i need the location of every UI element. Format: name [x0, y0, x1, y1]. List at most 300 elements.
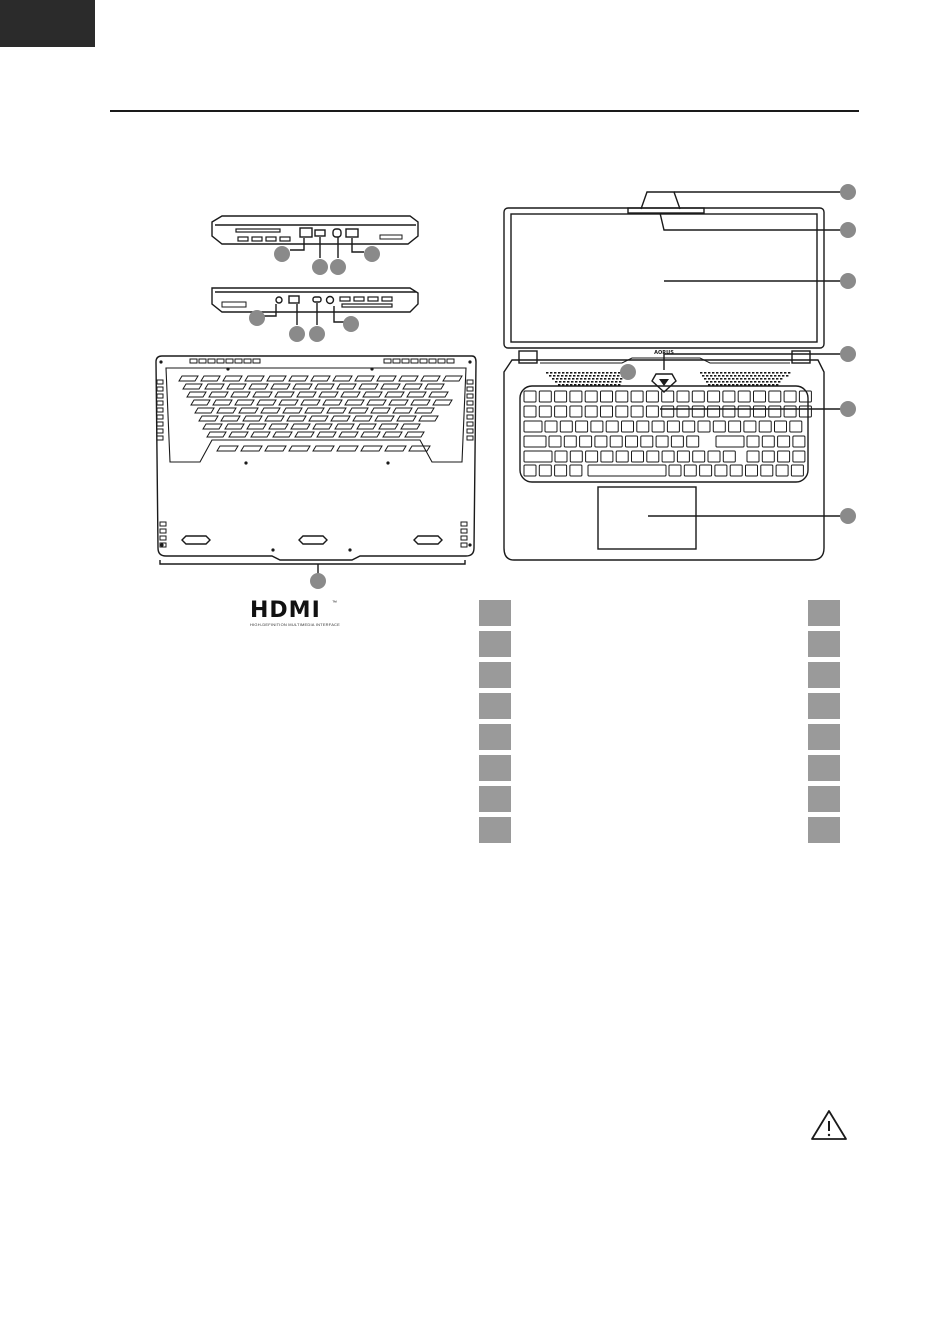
speaker-hole	[716, 378, 718, 380]
bottom-top-vents	[190, 359, 454, 363]
speaker-hole	[609, 375, 611, 377]
aorus-wordmark: AORUS	[654, 350, 674, 356]
callout-marker	[289, 326, 305, 342]
speaker-hole	[736, 378, 738, 380]
vent-slot	[241, 446, 262, 451]
key	[754, 391, 766, 402]
side-vent-slot	[157, 401, 163, 405]
vent-slot	[297, 392, 316, 397]
speaker-hole	[712, 372, 714, 374]
vent-slot	[399, 376, 418, 381]
speaker-hole	[601, 375, 603, 377]
vent-slot	[251, 432, 270, 437]
speaker-hole	[559, 381, 561, 383]
legend-number-box	[808, 724, 840, 750]
key	[586, 451, 598, 462]
hdmi-logo	[250, 600, 340, 634]
key	[641, 436, 653, 447]
speaker-hole	[718, 381, 720, 383]
vent-slot	[397, 416, 416, 421]
side-vent-slot	[467, 387, 473, 391]
vent-slot	[225, 424, 244, 429]
vent-slot	[271, 384, 290, 389]
key	[778, 451, 790, 462]
speaker-hole	[575, 381, 577, 383]
key	[744, 421, 756, 432]
speaker-hole	[752, 378, 754, 380]
speaker-hole	[770, 375, 772, 377]
speaker-hole	[595, 381, 597, 383]
touchpad	[598, 487, 696, 549]
speaker-hole	[750, 381, 752, 383]
key	[646, 391, 658, 402]
speaker-hole	[546, 372, 548, 374]
speaker-hole	[730, 375, 732, 377]
key	[662, 391, 674, 402]
key	[539, 406, 551, 417]
top-vent-slot	[438, 359, 445, 363]
key	[576, 421, 588, 432]
power-dc-in	[327, 297, 334, 304]
callout-marker	[620, 364, 636, 380]
speaker-hole	[720, 378, 722, 380]
speaker-hole	[772, 378, 774, 380]
speaker-hole	[591, 381, 593, 383]
key	[631, 406, 643, 417]
vent-slot	[179, 376, 198, 381]
vent-slot	[257, 400, 276, 405]
speaker-hole	[774, 381, 776, 383]
speaker-hole	[766, 381, 768, 383]
speaker-hole	[598, 372, 600, 374]
right-speaker-grille	[700, 372, 790, 386]
vent-slot	[335, 424, 354, 429]
callout-marker	[312, 259, 328, 275]
legend-number-box	[808, 693, 840, 719]
top-vent-slot	[411, 359, 418, 363]
speaker-hole	[720, 372, 722, 374]
key	[677, 406, 689, 417]
speaker-hole	[576, 378, 578, 380]
vent-slot	[239, 408, 258, 413]
key	[762, 451, 774, 462]
side-vent-slot	[157, 436, 163, 440]
key	[769, 391, 781, 402]
speaker-hole	[599, 381, 601, 383]
key	[784, 391, 796, 402]
left-side-view	[212, 216, 418, 275]
vent-slot	[309, 416, 328, 421]
left-speaker-grille	[546, 372, 628, 386]
key	[793, 451, 805, 462]
speaker-hole	[708, 378, 710, 380]
vent-slot	[403, 384, 422, 389]
left-side-grille	[380, 235, 402, 239]
speaker-hole	[566, 372, 568, 374]
speaker-hole	[614, 372, 616, 374]
speaker-hole	[768, 378, 770, 380]
vent-slot	[363, 392, 382, 397]
right-hinge	[792, 351, 810, 363]
vent-slot	[305, 408, 324, 413]
vent-slot	[349, 408, 368, 413]
speaker-hole	[732, 372, 734, 374]
key	[667, 421, 679, 432]
speaker-hole	[712, 378, 714, 380]
vent-slot	[293, 384, 312, 389]
vent-slot	[371, 408, 390, 413]
speaker-hole	[758, 375, 760, 377]
callout-marker	[840, 222, 856, 238]
legend-column-left	[479, 600, 511, 843]
vent-slot	[341, 392, 360, 397]
key	[601, 451, 613, 462]
speaker-hole	[740, 372, 742, 374]
speaker-hole	[613, 375, 615, 377]
speaker-hole	[700, 372, 702, 374]
side-vent-slot	[157, 415, 163, 419]
key	[570, 465, 582, 476]
speaker-hole	[603, 381, 605, 383]
vent-slot	[393, 408, 412, 413]
callout-marker	[840, 184, 856, 200]
speaker-hole	[605, 375, 607, 377]
key	[677, 451, 689, 462]
speaker-hole	[784, 372, 786, 374]
top-vent-slot	[447, 359, 454, 363]
speaker-hole	[562, 372, 564, 374]
speaker-hole	[778, 375, 780, 377]
usb-c-port	[313, 297, 321, 302]
speaker-hole	[611, 381, 613, 383]
key	[570, 406, 582, 417]
speaker-hole	[760, 378, 762, 380]
keyboard	[524, 391, 811, 476]
audio-jack	[276, 297, 282, 303]
legend-column-right	[808, 600, 840, 843]
key	[570, 451, 582, 462]
vent-slot	[301, 400, 320, 405]
key	[776, 465, 788, 476]
vent-slot	[187, 392, 206, 397]
usb-port-left	[346, 229, 358, 237]
speaker-hole	[706, 375, 708, 377]
key	[646, 406, 658, 417]
key	[759, 421, 771, 432]
vent-slot	[183, 384, 202, 389]
vent-slot	[273, 432, 292, 437]
vent-slot	[217, 408, 236, 413]
vent-slot	[389, 400, 408, 405]
key	[662, 451, 674, 462]
speaker-hole	[608, 378, 610, 380]
speaker-hole	[716, 372, 718, 374]
legend-number-box	[479, 724, 511, 750]
key	[684, 465, 696, 476]
usb-port-right-1	[289, 296, 299, 303]
key	[730, 465, 742, 476]
vent-slot	[379, 424, 398, 429]
speaker-hole	[746, 381, 748, 383]
key	[708, 451, 720, 462]
vent-slot	[229, 432, 248, 437]
left-hinge	[519, 351, 537, 363]
speaker-hole	[764, 378, 766, 380]
speaker-hole	[587, 381, 589, 383]
speaker-hole	[714, 375, 716, 377]
speaker-hole	[756, 378, 758, 380]
top-vent-slot	[208, 359, 215, 363]
bottom-view	[156, 356, 476, 589]
speaker-hole	[774, 375, 776, 377]
speaker-hole	[740, 378, 742, 380]
key	[555, 391, 567, 402]
key	[715, 465, 727, 476]
key	[524, 451, 552, 462]
legend-number-box	[479, 755, 511, 781]
speaker-hole	[585, 375, 587, 377]
vent-slot	[415, 408, 434, 413]
speaker-hole	[564, 378, 566, 380]
key	[729, 421, 741, 432]
key	[595, 436, 607, 447]
key	[570, 391, 582, 402]
speaker-hole	[589, 375, 591, 377]
key	[632, 451, 644, 462]
side-vent-slot	[467, 415, 473, 419]
vent-slot	[333, 376, 352, 381]
vent-slot	[313, 446, 334, 451]
speaker-hole	[606, 372, 608, 374]
key	[799, 391, 811, 402]
key	[560, 421, 572, 432]
legend-number-box	[808, 786, 840, 812]
key	[555, 406, 567, 417]
speaker-hole	[615, 381, 617, 383]
speaker-hole	[581, 375, 583, 377]
vent-slot	[235, 400, 254, 405]
key	[539, 465, 551, 476]
speaker-hole	[754, 381, 756, 383]
side-vent-slot	[467, 429, 473, 433]
key	[683, 421, 695, 432]
vent-slot	[253, 392, 272, 397]
key	[524, 436, 546, 447]
key	[616, 406, 628, 417]
callout-marker	[840, 273, 856, 289]
key	[784, 406, 796, 417]
speaker-hole	[577, 375, 579, 377]
speaker-hole	[738, 381, 740, 383]
speaker-hole	[724, 372, 726, 374]
side-vent-slot	[467, 394, 473, 398]
speaker-hole	[569, 375, 571, 377]
vent-slot	[231, 392, 250, 397]
speaker-hole	[750, 375, 752, 377]
side-vent-slot	[461, 543, 467, 547]
key	[616, 391, 628, 402]
vent-slot	[269, 424, 288, 429]
rubber-foot	[182, 536, 210, 544]
vent-slot	[419, 416, 438, 421]
key	[591, 421, 603, 432]
key	[723, 406, 735, 417]
callout-marker	[840, 346, 856, 362]
side-vent-slot	[160, 536, 166, 540]
rubber-foot	[414, 536, 442, 544]
speaker-hole	[616, 378, 618, 380]
speaker-hole	[596, 378, 598, 380]
side-vent-slot	[160, 522, 166, 526]
legend-number-box	[479, 631, 511, 657]
vent-slot	[313, 424, 332, 429]
speaker-hole	[594, 372, 596, 374]
speaker-hole	[762, 375, 764, 377]
vent-slot	[205, 384, 224, 389]
vent-slot	[311, 376, 330, 381]
top-vent-slot	[235, 359, 242, 363]
key	[539, 391, 551, 402]
speaker-hole	[726, 381, 728, 383]
vent-slot	[247, 424, 266, 429]
speaker-hole	[570, 372, 572, 374]
key	[754, 406, 766, 417]
speaker-hole	[602, 372, 604, 374]
vent-slot	[337, 446, 358, 451]
vent-slot	[401, 424, 420, 429]
side-vent-slot	[157, 387, 163, 391]
key	[606, 421, 618, 432]
legend-number-box	[479, 693, 511, 719]
key	[585, 391, 597, 402]
vent-slot	[291, 424, 310, 429]
key	[585, 406, 597, 417]
key	[637, 421, 649, 432]
keyboard-frame	[520, 386, 808, 482]
speaker-hole	[732, 378, 734, 380]
callout-marker	[274, 246, 290, 262]
callout-marker	[310, 573, 326, 589]
side-vent-slot	[157, 429, 163, 433]
speaker-hole	[742, 381, 744, 383]
speaker-hole	[718, 375, 720, 377]
speaker-hole	[612, 378, 614, 380]
key	[761, 465, 773, 476]
side-vent-slot	[467, 436, 473, 440]
vent-slot	[425, 384, 444, 389]
speaker-hole	[580, 378, 582, 380]
vent-slot	[429, 392, 448, 397]
key	[601, 391, 613, 402]
vent-slot	[405, 432, 424, 437]
vent-slot	[361, 432, 380, 437]
vent-slot	[359, 384, 378, 389]
speaker-hole	[590, 372, 592, 374]
top-vent-slot	[244, 359, 251, 363]
speaker-hole	[730, 381, 732, 383]
key	[622, 421, 634, 432]
speaker-hole	[764, 372, 766, 374]
speaker-hole	[560, 378, 562, 380]
key	[671, 436, 683, 447]
vent-slot	[377, 376, 396, 381]
speaker-hole	[734, 381, 736, 383]
speaker-hole	[754, 375, 756, 377]
vent-slot	[201, 376, 220, 381]
vent-slot	[245, 376, 264, 381]
key	[555, 465, 567, 476]
side-vent-slot	[157, 422, 163, 426]
legend-number-box	[808, 600, 840, 626]
speaker-hole	[710, 381, 712, 383]
vent-slot	[275, 392, 294, 397]
key	[746, 465, 758, 476]
vent-slot	[433, 400, 452, 405]
speaker-hole	[619, 381, 621, 383]
speaker-hole	[597, 375, 599, 377]
speaker-hole	[593, 375, 595, 377]
key	[799, 406, 811, 417]
vent-slot	[209, 392, 228, 397]
callout-marker	[840, 508, 856, 524]
hdmi-trademark: ™	[332, 600, 337, 606]
key	[708, 406, 720, 417]
speaker-hole	[778, 381, 780, 383]
vent-slot	[383, 432, 402, 437]
key	[656, 436, 668, 447]
key	[698, 421, 710, 432]
rubber-foot	[299, 536, 327, 544]
ethernet-port	[300, 228, 312, 237]
key	[580, 436, 592, 447]
vent-slot	[203, 424, 222, 429]
key	[692, 406, 704, 417]
key	[545, 421, 557, 432]
speaker-hole	[574, 372, 576, 374]
side-vent-slot	[467, 401, 473, 405]
front-open-view	[504, 184, 856, 560]
side-vent-slot	[157, 394, 163, 398]
speaker-hole	[583, 381, 585, 383]
vent-slot	[191, 400, 210, 405]
speaker-hole	[786, 375, 788, 377]
vent-slot	[339, 432, 358, 437]
speaker-hole	[610, 372, 612, 374]
top-vent-slot	[420, 359, 427, 363]
vent-slot	[323, 400, 342, 405]
key	[677, 391, 689, 402]
key	[601, 406, 613, 417]
speaker-hole	[556, 378, 558, 380]
vent-slot	[317, 432, 336, 437]
speaker-hole	[572, 378, 574, 380]
speaker-hole	[579, 381, 581, 383]
key	[708, 391, 720, 402]
key	[669, 465, 681, 476]
side-vent-slot	[467, 408, 473, 412]
key	[713, 421, 725, 432]
legend-number-box	[808, 755, 840, 781]
speaker-hole	[704, 372, 706, 374]
legend-number-box	[479, 662, 511, 688]
legend-number-box	[479, 600, 511, 626]
key	[738, 391, 750, 402]
vent-slot	[385, 446, 406, 451]
key	[524, 406, 536, 417]
key	[524, 421, 542, 432]
key	[524, 391, 536, 402]
top-vent-slot	[402, 359, 409, 363]
